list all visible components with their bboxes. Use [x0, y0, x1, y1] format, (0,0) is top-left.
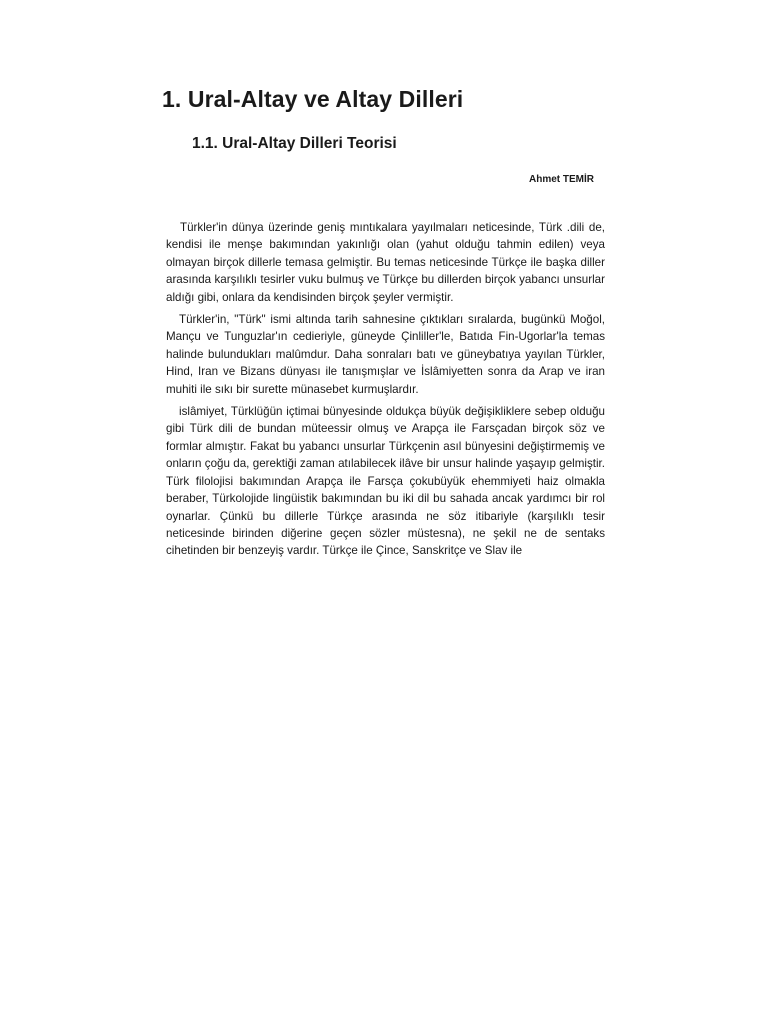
paragraph-2: Türkler'in, "Türk" ismi altında tarih sahnesine çıktıkları sıralarda, bugünkü Moğol, Mançu ve Tunguzlar'ın cedieriyle, güneyde Çinliller'le, Batıda Fin-Ugorlar'la temas halinde bulundukları malûmdur. Daha sonraları batı ve güneybatıya yayılan Türkler, Hind, Iran ve Bizans dünyası ile tanışmışlar ve İslâmiyetten sonra da Arap ve iran muhiti ile sıkı bir surette münasebet kurmuşlardır. — [166, 313, 605, 396]
section-title: 1.1. Ural-Altay Dilleri Teorisi — [192, 135, 397, 152]
body-text — [166, 219, 605, 565]
author-name: Ahmet TEMİR — [529, 174, 594, 185]
chapter-title: 1. Ural-Altay ve Altay Dilleri — [162, 86, 464, 112]
paragraph-3: islâmiyet, Türklüğün içtimai bünyesinde oldukça büyük değişikliklere sebep olduğu gibi Türk dili de bundan müteessir olmuş ve Arapça ile Farsçadan birçok söz ve formlar almıştır. Fakat bu yabancı unsurlar Türkçenin asıl bünyesini değiştirmemiş ve onların çoğu da, gerektiği zaman atılabilecek ilâve bir unsur halinde yaşayıp gelmiştir. Türk filolojisi bakımından Arapça ile Farsça çokubüyük ehemmiyeti haiz olmakla beraber, Türkolojide lingüistik bakımından bu iki dil bu sahada ancak yardımcı bir rol oynarlar. Çünkü bu dillerle Türkçe arasında ne söz itibariyle (karşılıklı tesir neticesinde birinden diğerine geçen sözler müstesna), ne şekil ne de sentaks cihetinden bir benzeyiş vardır. Türkçe ile Çince, Sanskritçe ve Slav ile — [166, 405, 605, 558]
paragraph-1: Türkler'in dünya üzerinde geniş mıntıkalara yayılmaları neticesinde, Türk .dili de, kendisi ile menşe bakımından yakınlığı olan (yahut olduğu tahmin edilen) veya olmayan birçok dillerle temasa gelmiştir. Bu temas neticesinde Türkçe ile başka diller arasında karşılıklı tesirler vuku bulmuş ve Türkçe bu dillerden birçok yabancı unsurlar aldığı gibi, onlara da kendisinden birçok şeyler vermiştir. — [166, 221, 605, 304]
